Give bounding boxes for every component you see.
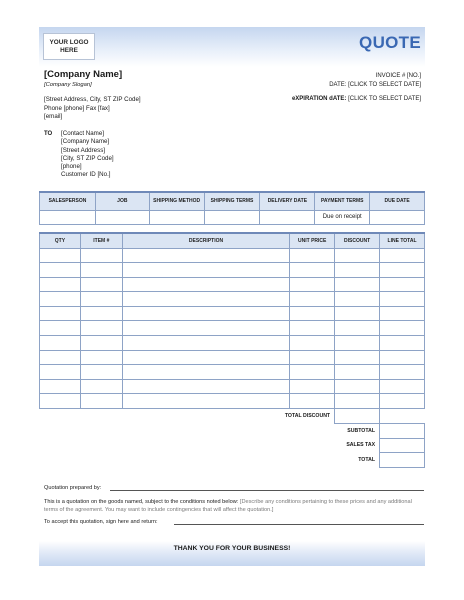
- description-cell[interactable]: [122, 277, 290, 292]
- items-body: [40, 248, 425, 409]
- line-total-cell[interactable]: [380, 248, 425, 263]
- expiration-date-value[interactable]: [CLICK TO SELECT DATE]: [348, 96, 421, 102]
- salesperson-cell[interactable]: [40, 210, 96, 224]
- table-row: [40, 394, 425, 409]
- table-row: [40, 248, 425, 263]
- qty-cell[interactable]: [40, 336, 81, 351]
- col-salesperson: SALESPERSON: [40, 192, 96, 210]
- description-cell[interactable]: [122, 292, 290, 307]
- discount-cell[interactable]: [335, 248, 380, 263]
- table-row: [40, 321, 425, 336]
- col-job: JOB: [95, 192, 149, 210]
- recipient-contact[interactable]: [Contact Name]: [61, 130, 104, 137]
- totals-table: [39, 408, 425, 468]
- table-row: [40, 336, 425, 351]
- unit-price-cell[interactable]: [290, 365, 335, 380]
- recipient-city[interactable]: [City, ST ZIP Code]: [61, 154, 114, 162]
- item-number-cell[interactable]: [80, 263, 122, 278]
- to-label: TO: [44, 131, 53, 137]
- line-total-cell[interactable]: [380, 306, 425, 321]
- item-number-cell[interactable]: [80, 365, 122, 380]
- unit-price-cell[interactable]: [290, 292, 335, 307]
- signature-line[interactable]: [174, 524, 424, 525]
- unit-price-cell[interactable]: [290, 277, 335, 292]
- table-row: [40, 365, 425, 380]
- qty-cell[interactable]: [40, 321, 81, 336]
- recipient-block: [61, 130, 114, 180]
- shipping-terms-cell[interactable]: [204, 210, 260, 224]
- description-cell[interactable]: [122, 306, 290, 321]
- col-delivery-date: DELIVERY DATE: [260, 192, 315, 210]
- line-items-table: [39, 232, 425, 409]
- table-row: [40, 277, 425, 292]
- discount-cell[interactable]: [335, 379, 380, 394]
- table-row: [40, 350, 425, 365]
- line-total-cell[interactable]: [380, 394, 425, 409]
- item-number-cell[interactable]: [80, 394, 122, 409]
- description-cell[interactable]: [122, 394, 290, 409]
- discount-cell[interactable]: [335, 306, 380, 321]
- item-number-cell[interactable]: [80, 277, 122, 292]
- table-row: [40, 306, 425, 321]
- discount-cell[interactable]: [335, 365, 380, 380]
- company-slogan[interactable]: [Company Slogan]: [44, 82, 92, 88]
- recipient-street[interactable]: [Street Address]: [61, 146, 106, 154]
- sales-header-row: [40, 192, 425, 210]
- qty-cell[interactable]: [40, 365, 81, 380]
- prepared-by-line[interactable]: [110, 490, 424, 491]
- subtotal-row: [39, 423, 425, 438]
- unit-price-cell[interactable]: [290, 394, 335, 409]
- col-qty: QTY: [40, 233, 81, 248]
- item-number-cell[interactable]: [80, 379, 122, 394]
- item-number-cell[interactable]: [80, 321, 122, 336]
- job-cell[interactable]: [95, 210, 149, 224]
- table-row: [40, 263, 425, 278]
- description-cell[interactable]: [122, 248, 290, 263]
- description-cell[interactable]: [122, 321, 290, 336]
- line-total-cell[interactable]: [380, 379, 425, 394]
- qty-cell[interactable]: [40, 263, 81, 278]
- line-total-cell[interactable]: [380, 263, 425, 278]
- qty-cell[interactable]: [40, 306, 81, 321]
- discount-cell[interactable]: [335, 350, 380, 365]
- unit-price-cell[interactable]: [290, 336, 335, 351]
- subtotal-cell[interactable]: [380, 423, 425, 438]
- col-discount: DISCOUNT: [335, 233, 380, 248]
- due-date-cell[interactable]: [370, 210, 425, 224]
- document-title: QUOTE: [359, 33, 421, 52]
- unit-price-cell[interactable]: [290, 321, 335, 336]
- company-address-block: [44, 96, 141, 122]
- recipient-phone[interactable]: [phone]: [61, 163, 82, 171]
- total-cell[interactable]: [380, 453, 425, 468]
- recipient-customer-id[interactable]: Customer ID [No.]: [61, 171, 111, 179]
- qty-cell[interactable]: [40, 379, 81, 394]
- subtotal-label: SUBTOTAL: [347, 427, 376, 434]
- description-cell[interactable]: [122, 350, 290, 365]
- unit-price-cell[interactable]: [290, 306, 335, 321]
- logo-placeholder[interactable]: YOUR LOGO HERE: [43, 33, 95, 60]
- total-discount-label: TOTAL DISCOUNT: [284, 412, 331, 419]
- company-email[interactable]: [email]: [44, 113, 63, 120]
- item-number-cell[interactable]: [80, 292, 122, 307]
- discount-cell[interactable]: [335, 321, 380, 336]
- items-header-row: [40, 233, 425, 248]
- accept-label: To accept this quotation, sign here and return:: [44, 519, 158, 525]
- line-total-cell[interactable]: [380, 292, 425, 307]
- line-total-cell[interactable]: [380, 350, 425, 365]
- discount-cell[interactable]: [335, 263, 380, 278]
- expiration-date-label: eXPIRATION dATE:: [291, 96, 347, 102]
- unit-price-cell[interactable]: [290, 379, 335, 394]
- total-label: TOTAL: [358, 457, 376, 464]
- qty-cell[interactable]: [40, 350, 81, 365]
- sales-info-table: [39, 191, 425, 225]
- expiration-date[interactable]: [292, 96, 421, 102]
- item-number-cell[interactable]: [80, 350, 122, 365]
- company-name[interactable]: [Company Name]: [44, 69, 123, 80]
- thank-you-message: THANK YOU FOR YOUR BUSINESS!: [173, 545, 291, 552]
- recipient-company[interactable]: [Company Name]: [61, 138, 110, 146]
- company-address[interactable]: [Street Address, City, ST ZIP Code]: [44, 96, 141, 103]
- sales-tax-cell[interactable]: [380, 438, 425, 453]
- description-cell[interactable]: [122, 263, 290, 278]
- total-discount-cell[interactable]: [335, 409, 380, 424]
- qty-cell[interactable]: [40, 292, 81, 307]
- table-row: [40, 379, 425, 394]
- sales-tax-label: SALES TAX: [346, 442, 376, 449]
- company-phone-fax[interactable]: Phone [phone] Fax [fax]: [44, 104, 110, 112]
- delivery-date-cell[interactable]: [260, 210, 315, 224]
- col-line-total: LINE TOTAL: [380, 233, 425, 248]
- sales-data-row: [40, 210, 425, 224]
- col-shipping-method: SHIPPING METHOD: [149, 192, 204, 210]
- line-total-cell[interactable]: [380, 321, 425, 336]
- total-discount-spacer: [380, 409, 425, 424]
- table-row: [40, 292, 425, 307]
- description-cell[interactable]: [122, 379, 290, 394]
- conditions-lead: This is a quotation on the goods named, subject to the conditions noted below:: [44, 499, 239, 505]
- invoice-meta: [329, 72, 421, 90]
- conditions-placeholder[interactable]: [Describe any conditions pertaining to these prices and any additional terms of the agreement. You may want to include contingencies that will affect the quotation.]: [44, 499, 412, 514]
- line-total-cell[interactable]: [380, 365, 425, 380]
- unit-price-cell[interactable]: [290, 263, 335, 278]
- item-number-cell[interactable]: [80, 248, 122, 263]
- qty-cell[interactable]: [40, 248, 81, 263]
- invoice-date[interactable]: DATE: [CLICK TO SELECT DATE]: [329, 82, 421, 88]
- col-item-number: ITEM #: [80, 233, 122, 248]
- total-row: [39, 453, 425, 468]
- prepared-by-label: Quotation prepared by:: [44, 485, 102, 491]
- discount-cell[interactable]: [335, 394, 380, 409]
- col-shipping-terms: SHIPPING TERMS: [204, 192, 260, 210]
- conditions-text: [44, 498, 426, 515]
- item-number-cell[interactable]: [80, 306, 122, 321]
- col-description: DESCRIPTION: [122, 233, 290, 248]
- total-discount-row: [39, 409, 425, 424]
- line-total-cell[interactable]: [380, 277, 425, 292]
- col-unit-price: UNIT PRICE: [290, 233, 335, 248]
- col-due-date: DUE DATE: [370, 192, 425, 210]
- item-number-cell[interactable]: [80, 336, 122, 351]
- unit-price-cell[interactable]: [290, 248, 335, 263]
- payment-terms-cell[interactable]: Due on receipt: [315, 210, 370, 224]
- line-total-cell[interactable]: [380, 336, 425, 351]
- qty-cell[interactable]: [40, 277, 81, 292]
- shipping-method-cell[interactable]: [149, 210, 204, 224]
- discount-cell[interactable]: [335, 292, 380, 307]
- col-payment-terms: PAYMENT TERMS: [315, 192, 370, 210]
- description-cell[interactable]: [122, 365, 290, 380]
- discount-cell[interactable]: [335, 336, 380, 351]
- qty-cell[interactable]: [40, 394, 81, 409]
- sales-tax-row: [39, 438, 425, 453]
- description-cell[interactable]: [122, 336, 290, 351]
- invoice-number[interactable]: INVOICE # [NO.]: [375, 73, 421, 79]
- unit-price-cell[interactable]: [290, 350, 335, 365]
- discount-cell[interactable]: [335, 277, 380, 292]
